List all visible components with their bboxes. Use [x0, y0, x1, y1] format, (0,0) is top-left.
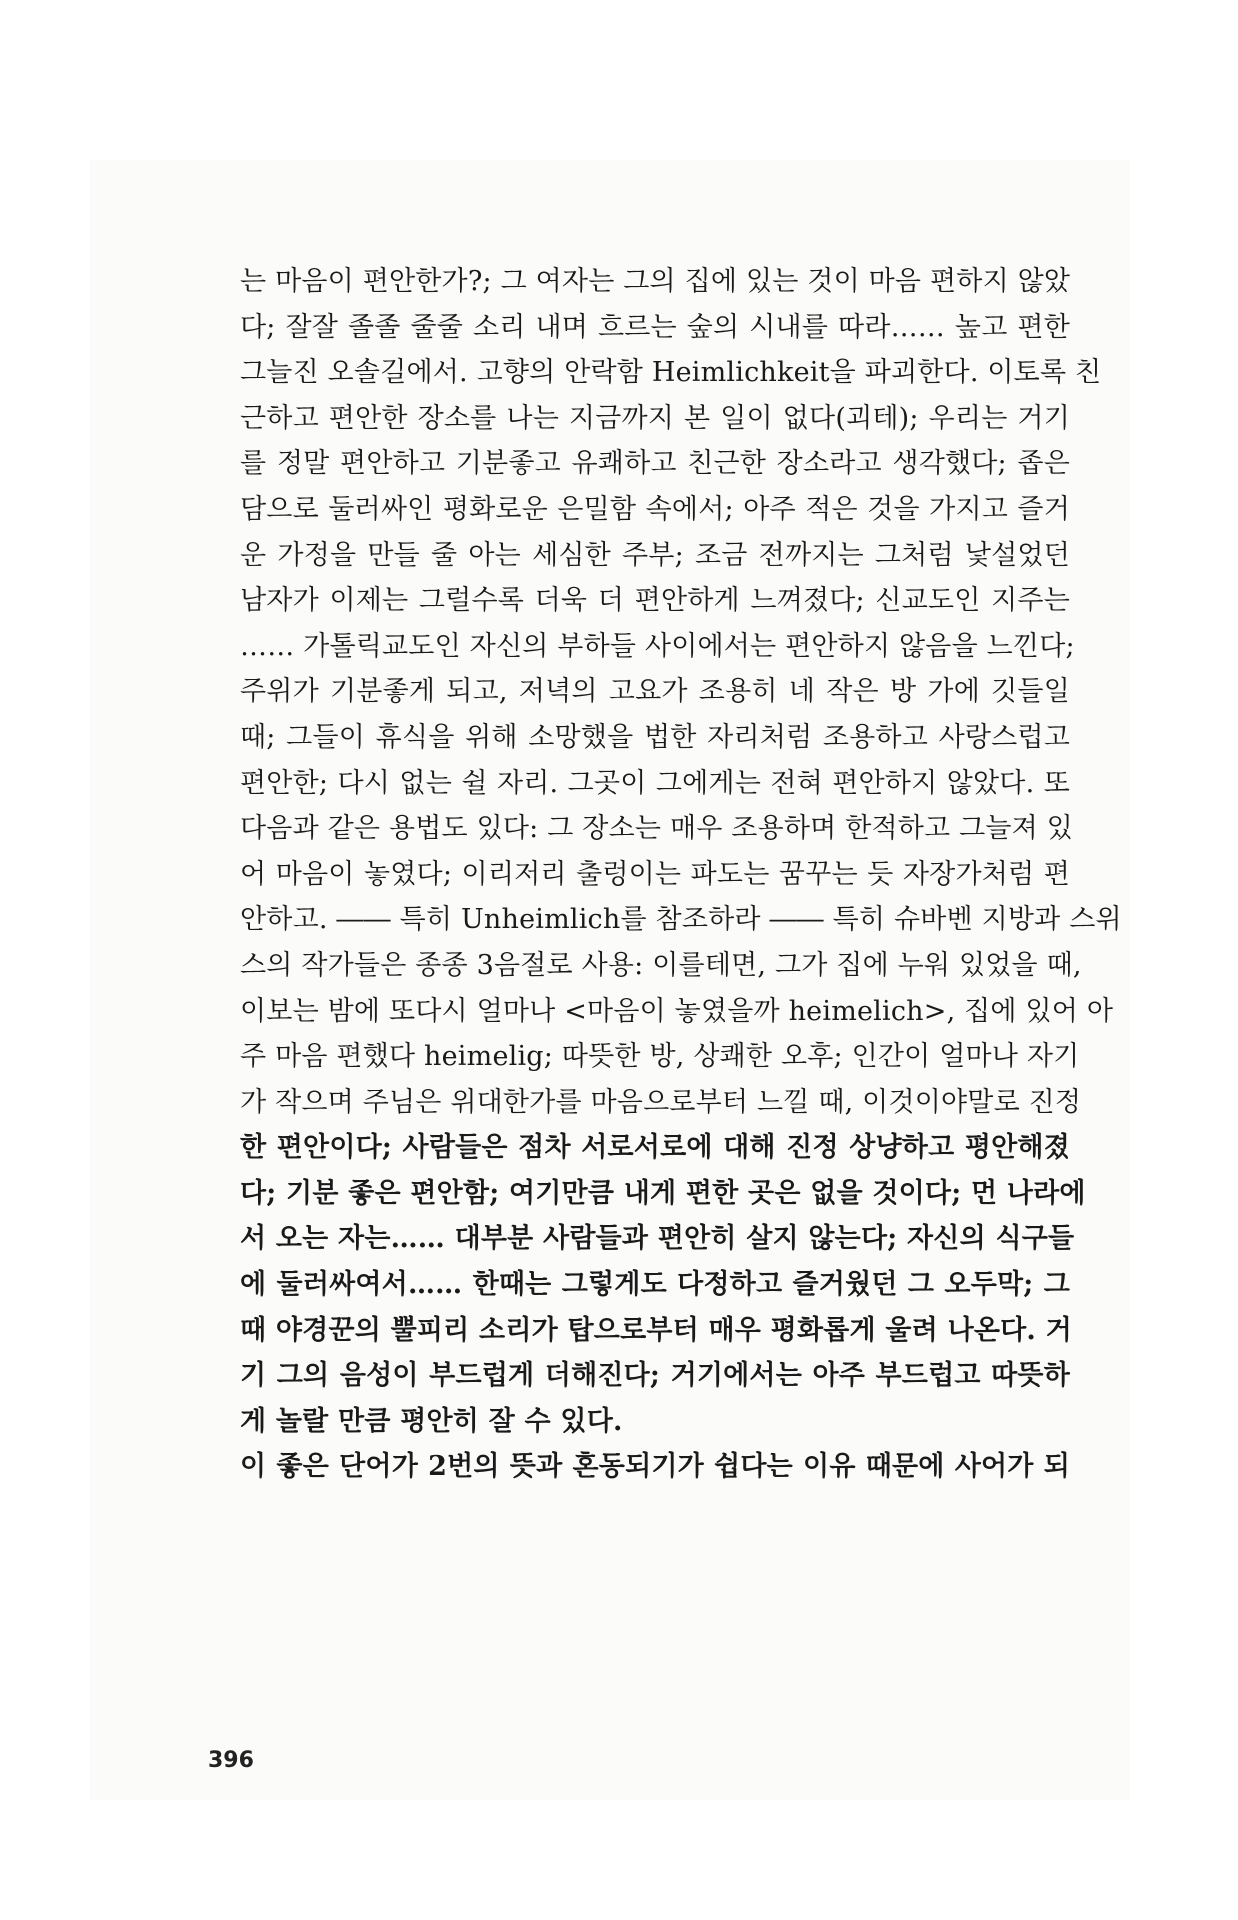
text-line: 때; 그들이 휴식을 위해 소망했을 법한 자리처럼 조용하고 사랑스럽고	[240, 721, 1070, 753]
text-line: 한 편안이다; 사람들은 점차 서로서로에 대해 진정 상냥하고 평안해졌	[240, 1132, 1070, 1164]
text-line: 때 야경꾼의 뿔피리 소리가 탑으로부터 매우 평화롭게 울려 나온다. 거	[240, 1314, 1072, 1346]
text-line: 주 마음 편했다 heimelig; 따뜻한 방, 상쾌한 오후; 인간이 얼마나 자기	[240, 1041, 1080, 1073]
text-line: 다음과 같은 용법도 있다: 그 장소는 매우 조용하며 한적하고 그늘져 있	[240, 813, 1074, 845]
text-line: 가 작으며 주님은 위대한가를 마음으로부터 느낄 때, 이것이야말로 진정	[240, 1086, 1082, 1118]
text-line: 는 마음이 편안한가?; 그 여자는 그의 집에 있는 것이 마음 편하지 않았	[240, 266, 1071, 297]
text-line: 주위가 기분좋게 되고, 저녁의 고요가 조용히 네 작은 방 가에 깃들일	[240, 676, 1070, 708]
text-line: 근하고 편안한 장소를 나는 지금까지 본 일이 없다(괴테); 우리는 거기	[240, 402, 1070, 434]
text-line: 어 마음이 놓였다; 이리저리 출렁이는 파도는 꿈꾸는 듯 자장가처럼 편	[240, 858, 1070, 890]
paragraph-start-line: 이 좋은 단어가 2번의 뜻과 혼동되기가 쉽다는 이유 때문에 사어가 되	[240, 1451, 1070, 1483]
text-line: 다; 잘잘 졸졸 줄줄 소리 내며 흐르는 숲의 시내를 따라…… 높고 편한	[240, 311, 1070, 343]
text-line: 그늘진 오솔길에서. 고향의 안락함 Heimlichkeit을 파괴한다. 이토록 친	[240, 357, 1102, 389]
text-line: …… 가톨릭교도인 자신의 부하들 사이에서는 편안하지 않음을 느낀다;	[240, 630, 1075, 662]
text-line: 기 그의 음성이 부드럽게 더해진다; 거기에서는 아주 부드럽고 따뜻하	[240, 1360, 1070, 1392]
text-line: 를 정말 편안하고 기분좋고 유쾌하고 친근한 장소라고 생각했다; 좁은	[240, 448, 1070, 480]
text-line: 안하고. ―― 특히 Unheimlich를 참조하라 ―― 특히 슈바벤 지방과 스위	[240, 904, 1122, 936]
text-line: 남자가 이제는 그럴수록 더욱 더 편안하게 느껴졌다; 신교도인 지주는	[240, 585, 1070, 617]
text-line: 운 가정을 만들 줄 아는 세심한 주부; 조금 전까지는 그처럼 낯설었던	[240, 539, 1070, 571]
text-line: 편안한; 다시 없는 쉴 자리. 그곳이 그에게는 전혀 편안하지 않았다. 또	[240, 767, 1070, 799]
text-line: 게 놀랄 만큼 평안히 잘 수 있다.	[240, 1405, 623, 1437]
text-line: 서 오는 자는…… 대부분 사람들과 편안히 살지 않는다; 자신의 식구들	[240, 1223, 1075, 1255]
text-line: 스의 작가들은 종종 3음절로 사용: 이를테면, 그가 집에 누워 있었을 때,	[240, 949, 1082, 981]
text-line: 에 둘러싸여서…… 한때는 그렇게도 다정하고 즐거웠던 그 오두막; 그	[240, 1269, 1070, 1301]
text-line: 담으로 둘러싸인 평화로운 은밀함 속에서; 아주 적은 것을 가지고 즐거	[240, 493, 1070, 525]
text-line: 이보는 밤에 또다시 얼마나 <마음이 놓였을까 heimelich>, 집에 있어 아	[240, 995, 1114, 1027]
body-text	[240, 259, 1122, 1490]
text-line: 다; 기분 좋은 편안함; 여기만큼 내게 편한 곳은 없을 것이다; 먼 나라에	[240, 1177, 1086, 1209]
page-number: 396	[208, 1748, 254, 1773]
